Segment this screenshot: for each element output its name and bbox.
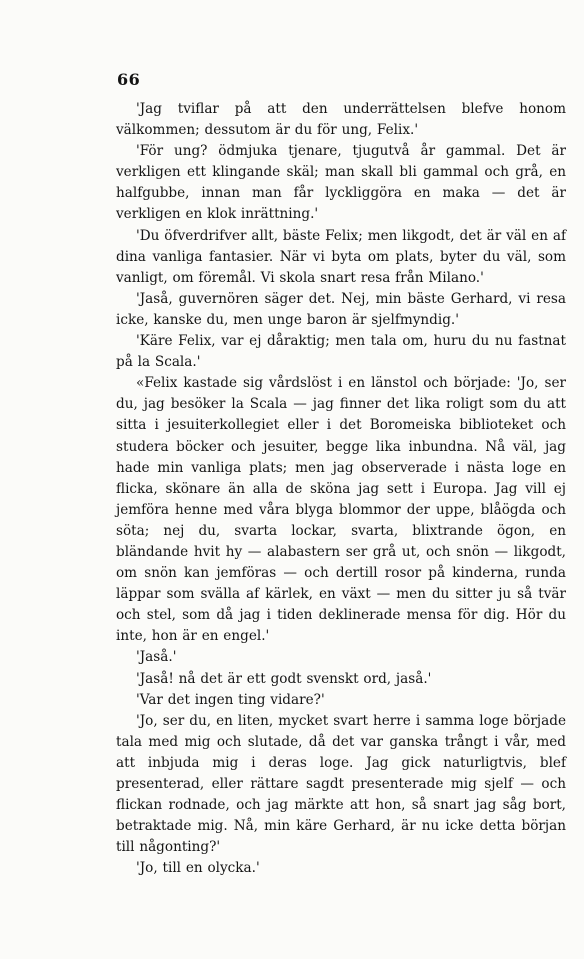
paragraph: 'Du öfverdrifver allt, bäste Felix; men likgodt, det är väl en af dina vanliga fantasier. När vi byta om plats, byter du väl, som vanligt, om föremål. Vi skola snart resa från Milano.': [116, 227, 566, 286]
paragraph: 'Jaså.': [136, 649, 177, 666]
paragraph: 'Var det ingen ting vidare?': [136, 691, 325, 708]
paragraph: «Felix kastade sig vårdslöst i en länstol och började: 'Jo, ser du, jag besöker la Scala — jag finner det lika roligt som du att sitta i jesuiterkollegiet eller i det Boromeiska biblioteket och studera böcker och jesuiter, begge lika inbundna. Nå väl, jag hade min vanliga plats; men jag observerade i nästa loge en flicka, skönare än alla de sköna jag sett i Europa. Jag vill ej jemföra henne med våra blyga blommor der uppe, blåögda och söta; nej du, svarta lockar, svarta, blixtrande ögon, en bländande hvit hy — alabastern ser grå ut, och snön — likgodt, om snön kan jemföras — och dertill rosor på kinderna, runda läppar som svälla af kärlek, en växt — men du sitter ju så tvär och stel, som då jag i tiden deklinerade mensa för dig. Hör du inte, hon är en engel.': [116, 375, 566, 645]
paragraph: 'Jo, till en olycka.': [136, 860, 260, 877]
body-text: [116, 99, 566, 879]
paragraph: 'För ung? ödmjuka tjenare, tjugutvå år gammal. Det är verkligen ett klingande skäl; man skall bli gammal och grå, en halfgubbe, innan man får lyckliggöra en maka — det är verkligen en klok inrättning.': [116, 143, 566, 223]
paragraph: 'Jaså, guvernören säger det. Nej, min bäste Gerhard, vi resa icke, kanske du, men unge baron är sjelfmyndig.': [116, 290, 566, 328]
paragraph: 'Jo, ser du, en liten, mycket svart herre i samma loge började tala med mig och slutade, då det var ganska trångt i vår, med att inbjuda mig i deras loge. Jag gick naturligtvis, blef presenterad, eller rättare sagdt presenterade mig sjelf — och flickan rodnade, och jag märkte att hon, så snart jag såg bort, betraktade mig. Nå, min käre Gerhard, är nu icke detta början till någonting?': [116, 712, 566, 856]
paragraph: 'Käre Felix, var ej dåraktig; men tala om, huru du nu fastnat på la Scala.': [116, 333, 566, 371]
paragraph: 'Jaså! nå det är ett godt svenskt ord, jaså.': [136, 670, 432, 687]
page-number: 66: [117, 70, 141, 89]
paragraph: 'Jag tviflar på att den underrättelsen blefve honom välkommen; dessutom är du för ung, Felix.': [116, 101, 566, 139]
